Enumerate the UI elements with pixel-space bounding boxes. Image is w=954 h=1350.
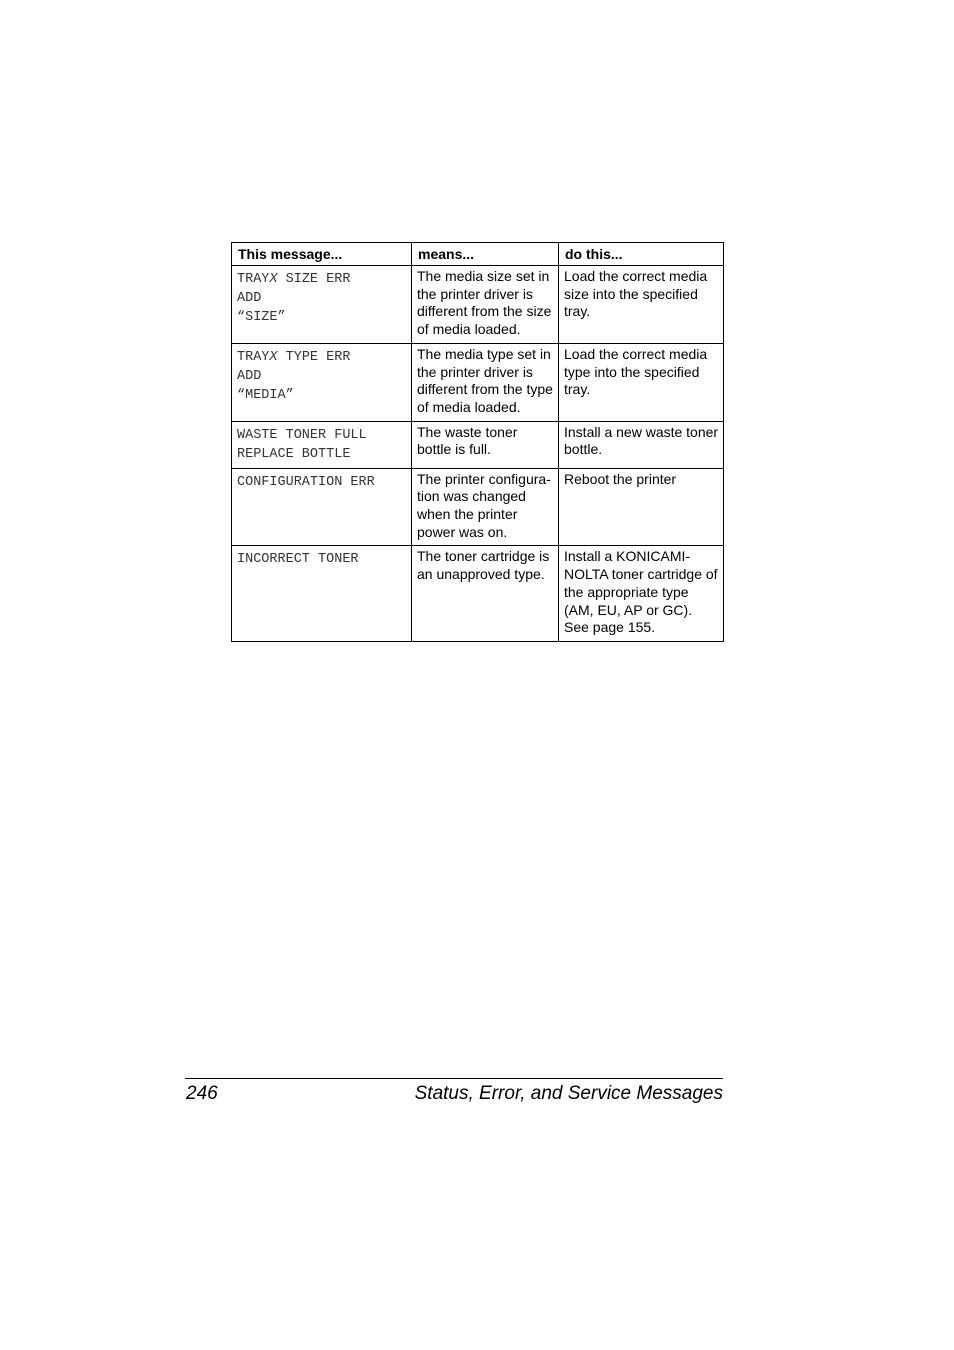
means-cell: The media size set in the printer driver is different from the size of media loaded. [412, 266, 559, 344]
message-line: “SIZE” [237, 310, 286, 325]
action-cell: Install a new waste toner bottle. [559, 421, 724, 468]
message-cell [232, 266, 412, 344]
table-row [232, 343, 724, 421]
means-cell: The waste toner bottle is full. [412, 421, 559, 468]
means-cell: The media type set in the printer driver is different from the type of media loaded. [412, 343, 559, 421]
status-message-table [231, 242, 724, 642]
means-cell: The toner cartridge is an unapproved type. [412, 546, 559, 642]
header-means: means... [412, 243, 559, 266]
message-cell [232, 546, 412, 642]
message-line: WASTE TONER FULL [237, 427, 367, 443]
action-cell: Load the correct media type into the specified tray. [559, 343, 724, 421]
table-row [232, 468, 724, 546]
footer-divider [185, 1078, 723, 1079]
message-cell [232, 421, 412, 468]
message-cell [232, 468, 412, 546]
table-header-row [232, 243, 724, 266]
action-cell: Load the correct media size into the specified tray. [559, 266, 724, 344]
action-cell: Install a KONICAMI-NOLTA toner cartridge of the appropriate type (AM, EU, AP or GC). See page 155. [559, 546, 724, 642]
section-title: Status, Error, and Service Messages [414, 1083, 723, 1104]
header-message: This message... [232, 243, 412, 266]
action-cell: Reboot the printer [559, 468, 724, 546]
message-cell [232, 343, 412, 421]
header-do-this: do this... [559, 243, 724, 266]
message-line: CONFIGURATION ERR [237, 474, 375, 490]
message-line: ADD [237, 368, 262, 384]
table-row [232, 546, 724, 642]
means-cell: The printer configura-tion was changed when the printer power was on. [412, 468, 559, 546]
message-line: “MEDIA” [237, 387, 294, 403]
table-row [232, 421, 724, 468]
table-row [232, 266, 724, 344]
page-number: 246 [186, 1083, 218, 1104]
message-line: ADD [237, 291, 262, 306]
message-line: TRAYX TYPE ERR [237, 349, 351, 365]
message-line: REPLACE BOTTLE [237, 446, 351, 462]
message-line: INCORRECT TONER [237, 552, 359, 568]
message-line: TRAYX SIZE ERR [237, 272, 351, 287]
